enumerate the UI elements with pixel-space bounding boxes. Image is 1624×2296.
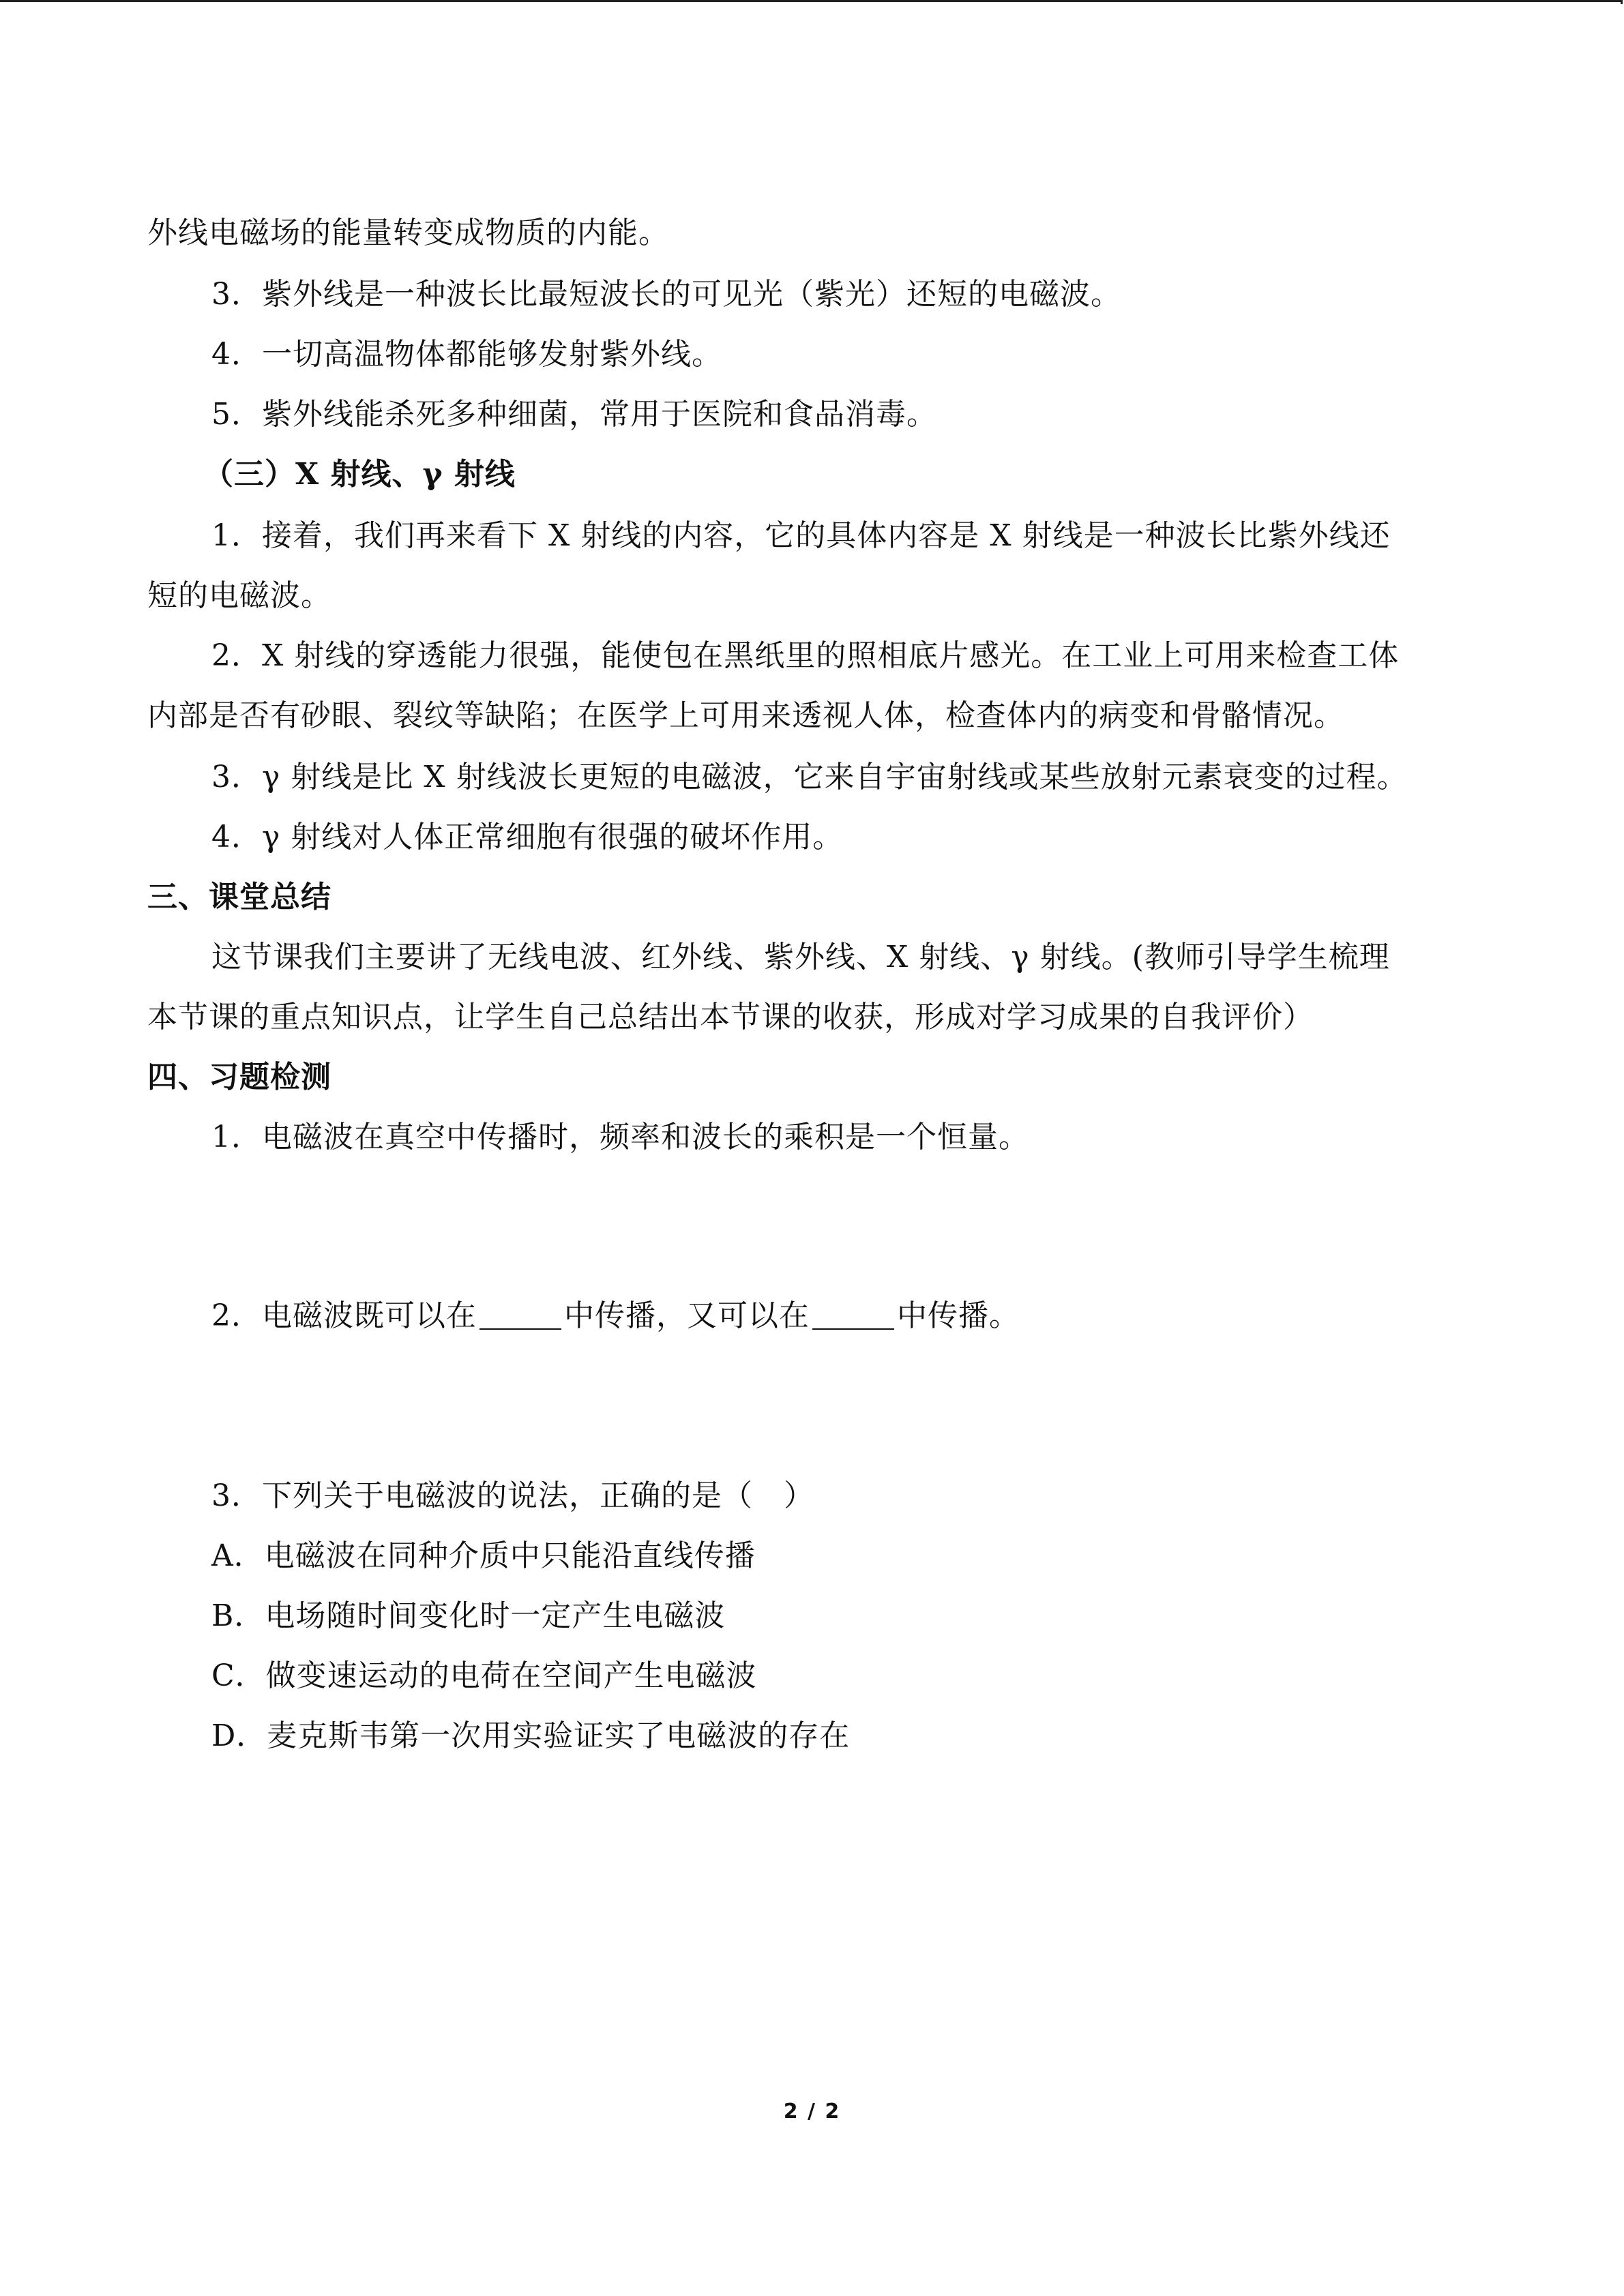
option-c: C．做变速运动的电荷在空间产生电磁波 [211,1658,757,1693]
xray-item-1: 1．接着，我们再来看下 X 射线的内容，它的具体内容是 X 射线是一种波长比紫外线还 [211,518,1391,553]
summary-line-2: 本节课的重点知识点，让学生自己总结出本节课的收获，形成对学习成果的自我评价） [147,1000,1314,1034]
page-border [0,0,1623,4]
option-d: D．麦克斯韦第一次用实验证实了电磁波的存在 [211,1718,851,1753]
uv-item-4: 4．一切高温物体都能够发射紫外线。 [211,337,722,372]
question-2-part-2: 中传播，又可以在 [564,1298,810,1333]
uv-item-3: 3．紫外线是一种波长比最短波长的可见光（紫光）还短的电磁波。 [211,277,1121,312]
uv-continuation: 外线电磁场的能量转变成物质的内能。 [147,215,669,250]
question-3: 3．下列关于电磁波的说法，正确的是（ ） [211,1478,814,1513]
xray-item-3: 3．γ 射线是比 X 射线波长更短的电磁波，它来自宇宙射线或某些放射元素衰变的过程。 [211,760,1408,794]
answer-blank-1[interactable] [479,1301,561,1330]
option-b: B．电场随时间变化时一定产生电磁波 [211,1598,726,1633]
exercise-heading: 四、习题检测 [147,1060,331,1094]
xray-item-4: 4．γ 射线对人体正常细胞有很强的破坏作用。 [211,820,844,854]
xray-item-1-cont: 短的电磁波。 [147,578,331,613]
xray-item-2: 2．X 射线的穿透能力很强，能使包在黑纸里的照相底片感光。在工业上可用来检查工体 [211,638,1400,673]
question-2-part-1: 2．电磁波既可以在 [211,1298,477,1333]
question-1: 1．电磁波在真空中传播时，频率和波长的乘积是一个恒量。 [211,1120,1029,1154]
uv-item-5: 5．紫外线能杀死多种细菌，常用于医院和食品消毒。 [211,397,937,432]
summary-line-1: 这节课我们主要讲了无线电波、红外线、紫外线、X 射线、γ 射线。(教师引导学生梳理 [211,940,1390,974]
question-2 [211,1296,1478,1337]
answer-blank-2[interactable] [812,1301,894,1330]
xray-heading: （三）X 射线、γ 射线 [203,457,516,492]
page-number: 2 / 2 [783,2100,841,2123]
option-a: A．电磁波在同种介质中只能沿直线传播 [211,1538,756,1573]
summary-heading: 三、课堂总结 [147,880,331,914]
xray-item-2-cont: 内部是否有砂眼、裂纹等缺陷；在医学上可用来透视人体，检查体内的病变和骨骼情况。 [147,698,1344,733]
question-2-part-3: 中传播。 [897,1298,1020,1333]
